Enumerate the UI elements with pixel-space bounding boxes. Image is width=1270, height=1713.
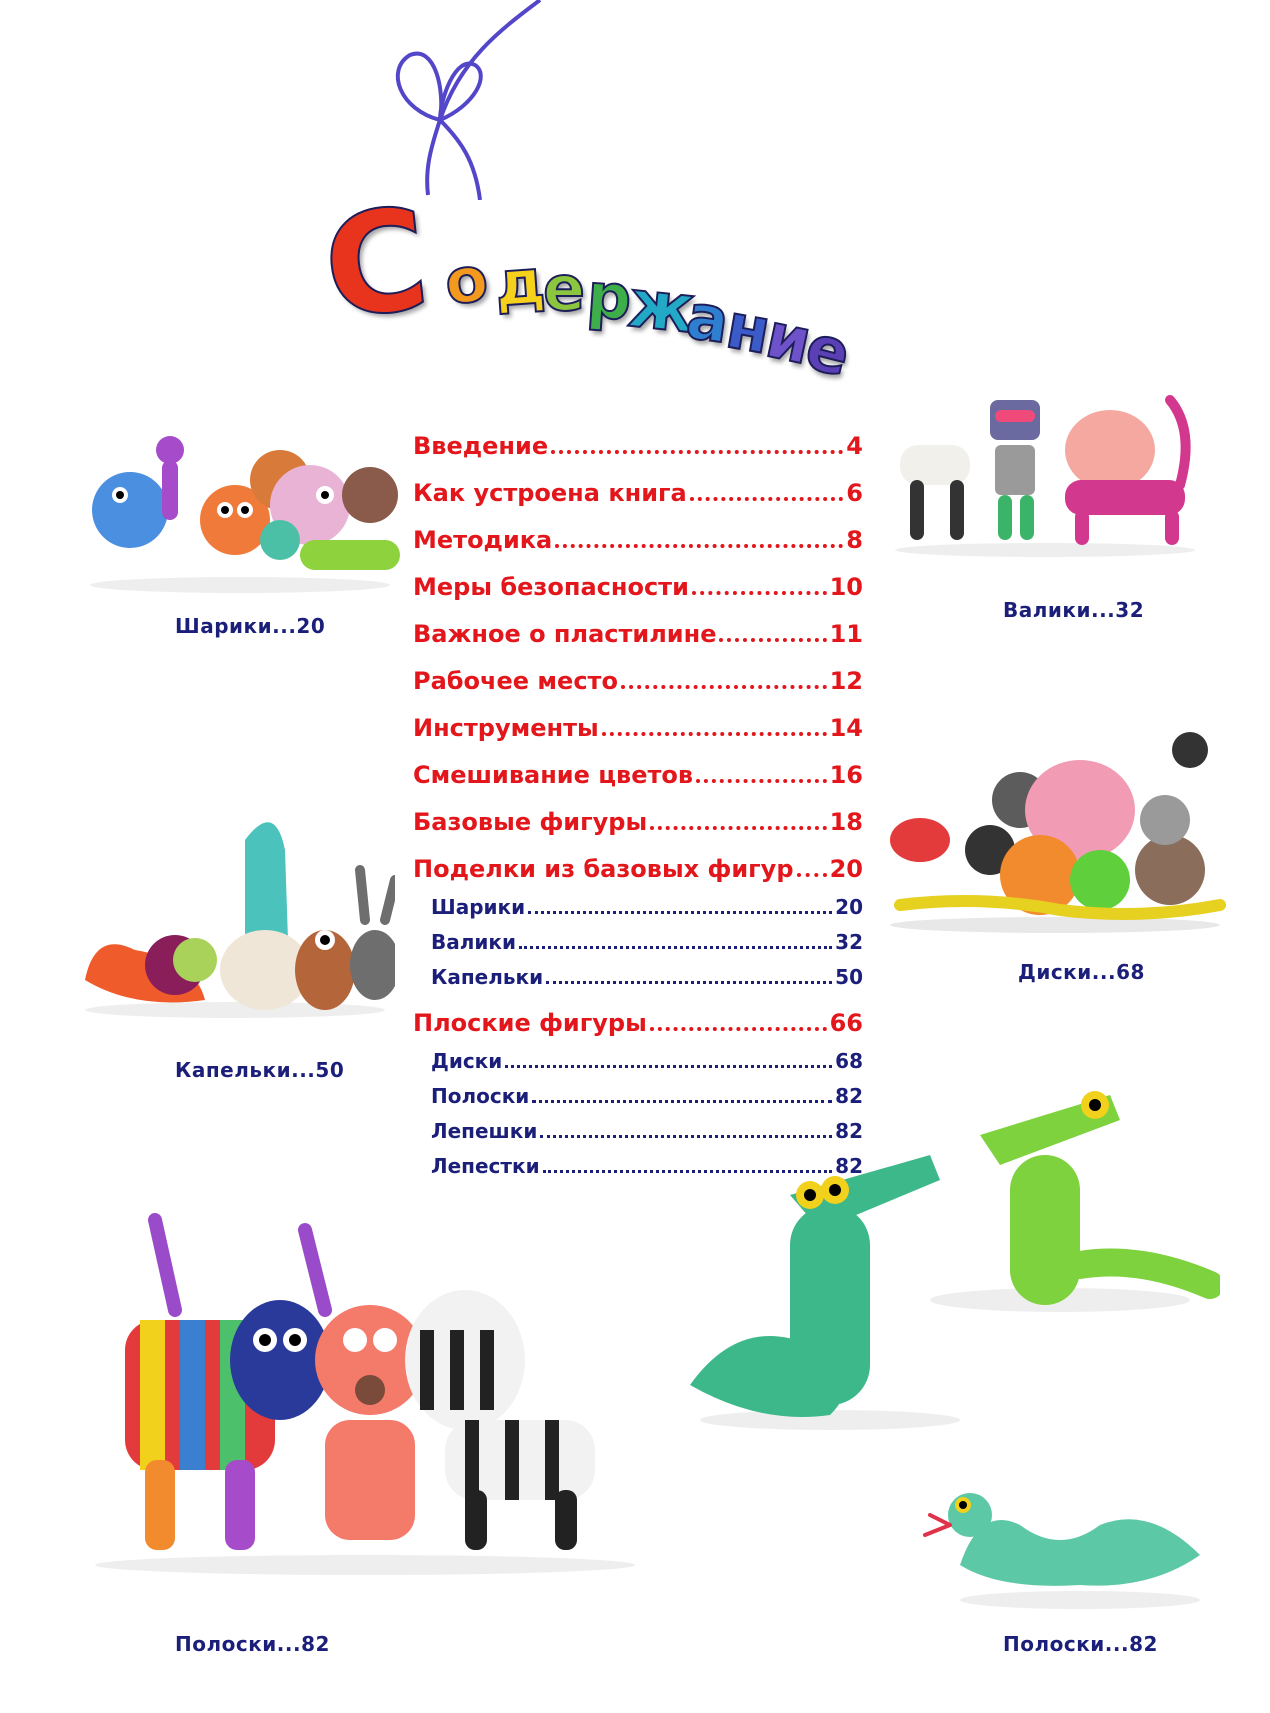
toc-entry-label: Инструменты [413,714,599,742]
caption-balls: Шарики...20 [175,614,326,638]
title-letter: р [584,258,634,335]
title-letter: е [543,252,586,325]
toc-entry[interactable] [413,712,863,742]
toc-entry-label: Смешивание цветов [413,761,694,789]
toc-page-number: 20 [835,895,863,919]
toc-entry-label: Как устроена книга [413,479,687,507]
toc-leader-dots [528,911,832,914]
toc-entry[interactable] [413,806,863,836]
page-title [316,170,858,400]
toc-page-number: 6 [846,479,863,507]
title-letter: д [492,244,548,321]
toc-leader-dots [546,981,832,984]
title-letter: о [440,241,493,320]
toc-leader-dots [650,1027,827,1031]
balls-figures-image [80,400,400,600]
toc-entry-label: Полоски [431,1084,530,1108]
toc-entry-label: Рабочее место [413,667,618,695]
toc-page-number: 8 [846,526,863,554]
toc-entry[interactable] [413,524,863,554]
toc-entry[interactable] [413,618,863,648]
toc-entry-label: Базовые фигуры [413,808,648,836]
toc-page-number: 66 [829,1009,863,1037]
toc-leader-dots [650,826,826,830]
strips-right-figures-image [680,1085,1220,1615]
toc-entry[interactable] [413,759,863,789]
toc-page-number: 11 [829,620,863,648]
toc-entry[interactable] [413,477,863,507]
title-letter: ж [625,264,699,349]
strips-left-figures-image [65,1200,655,1580]
toc-leader-dots [719,638,826,642]
caption-disks: Диски...68 [1018,960,1145,984]
caption-strips-left: Полоски...82 [175,1632,330,1656]
toc-entry-label: Поделки из базовых фигур [413,855,794,883]
toc-page-number: 20 [829,855,863,883]
toc-entry-label: Валики [431,930,516,954]
toc-page-number: 16 [829,761,863,789]
toc-page-number: 82 [835,1084,863,1108]
toc-subentry[interactable] [413,893,863,919]
toc-entry-label: Важное о пластилине [413,620,717,648]
toc-entry-label: Лепешки [431,1119,538,1143]
toc-leader-dots [696,779,827,783]
toc-leader-dots [690,497,844,501]
toc-leader-dots [519,946,832,949]
toc-page-number: 10 [829,573,863,601]
caption-drops: Капельки...50 [175,1058,345,1082]
toc-entry-label: Введение [413,432,549,460]
toc-page-number: 14 [829,714,863,742]
toc-entry-label: Капельки [431,965,544,989]
toc-page-number: 82 [835,1119,863,1143]
toc-subentry[interactable] [413,928,863,954]
toc-leader-dots [555,544,843,548]
title-letter: е [798,310,858,392]
disks-figures-image [880,720,1230,940]
rolls-figures-image [880,390,1210,560]
toc-entry-label: Лепестки [431,1154,540,1178]
toc-entry[interactable] [413,1007,863,1037]
toc-entry[interactable] [413,571,863,601]
title-letter: С [316,178,436,351]
toc-subentry[interactable] [413,963,863,989]
title-letter: и [759,298,818,379]
toc-entry-label: Плоские фигуры [413,1009,647,1037]
toc-entry-label: Диски [431,1049,503,1073]
toc-entry-label: Меры безопасности [413,573,689,601]
toc-entry[interactable] [413,665,863,695]
toc-entry[interactable] [413,430,863,460]
toc-leader-dots [602,732,827,736]
toc-page-number: 68 [835,1049,863,1073]
toc-page-number: 18 [829,808,863,836]
toc-page-number: 82 [835,1154,863,1178]
toc-entry[interactable] [413,853,863,883]
toc-page-number: 12 [829,667,863,695]
toc-leader-dots [692,591,827,595]
toc-page-number: 4 [846,432,863,460]
toc-entry-label: Шарики [431,895,526,919]
title-letter: а [682,279,734,358]
toc-entry-label: Методика [413,526,553,554]
toc-leader-dots [551,450,843,454]
title-letter: н [721,288,776,369]
caption-strips-right: Полоски...82 [1003,1632,1158,1656]
drops-figures-image [75,810,395,1020]
toc-leader-dots [797,873,827,877]
toc-page-number: 32 [835,930,863,954]
caption-rolls: Валики...32 [1003,598,1145,622]
toc-page-number: 50 [835,965,863,989]
toc-subentry[interactable] [413,1047,863,1073]
toc-leader-dots [621,685,827,689]
toc-leader-dots [505,1065,832,1068]
